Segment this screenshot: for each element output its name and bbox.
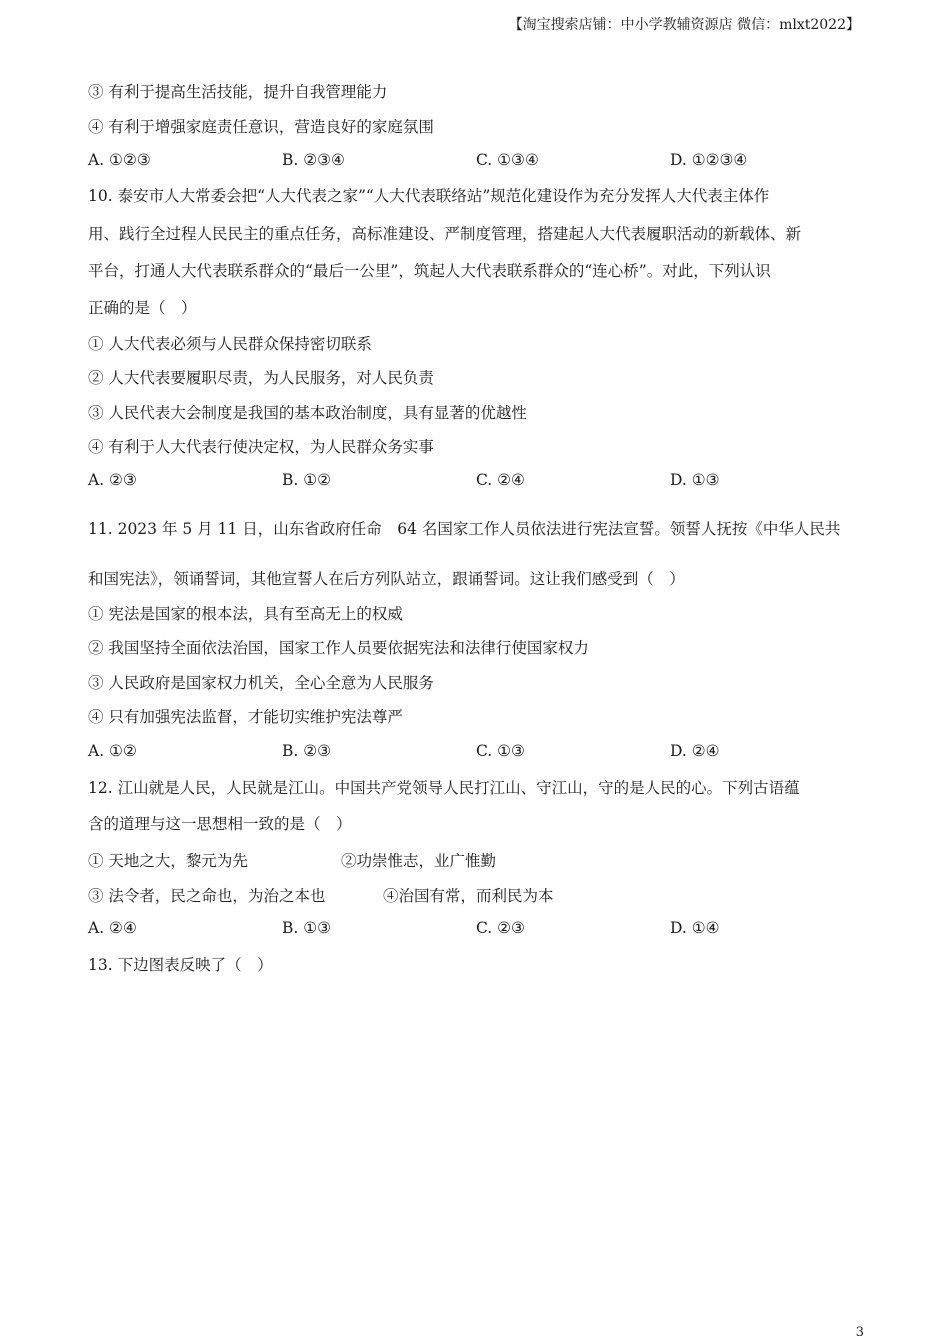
q12-item-4: ④治国有常，而利民为本 xyxy=(383,887,554,905)
q12-item-2: ②功崇惟志，业广惟勤 xyxy=(341,852,497,870)
q9-item-4: ④ 有利于增强家庭责任意识，营造良好的家庭氛围 xyxy=(88,118,434,136)
q10-stem-line-4: 正确的是（ ） xyxy=(88,299,197,317)
q10-option-b: B. ①② xyxy=(282,471,332,489)
q12-items-row-2 xyxy=(88,884,688,904)
q11-option-b: B. ②③ xyxy=(282,742,332,760)
q9-option-a: A. ①②③ xyxy=(88,151,151,169)
q9-options xyxy=(88,151,868,171)
q12-options xyxy=(88,919,868,939)
q11-option-d: D. ②④ xyxy=(670,742,720,760)
q11-options xyxy=(88,742,868,762)
q12-option-c: C. ②③ xyxy=(476,919,525,937)
q12-option-d: D. ①④ xyxy=(670,919,720,937)
page-header-ad: 【淘宝搜索店铺：中小学教辅资源店 微信：mlxt2022】 xyxy=(508,17,860,33)
q10-option-c: C. ②④ xyxy=(476,471,525,489)
q12-option-a: A. ②④ xyxy=(88,919,137,937)
q10-stem-line-2: 用、践行全过程人民民主的重点任务，高标准建设、严制度管理，搭建起人大代表履职活动的新载体、新 xyxy=(88,225,802,243)
q10-stem-line-1: 10. 泰安市人大常委会把“人大代表之家”“人大代表联络站”规范化建设作为充分发挥人大代表主体作 xyxy=(88,187,770,205)
q10-options xyxy=(88,471,868,491)
q10-option-a: A. ②③ xyxy=(88,471,137,489)
q10-item-3: ③ 人民代表大会制度是我国的基本政治制度，具有显著的优越性 xyxy=(88,404,527,422)
q11-item-3: ③ 人民政府是国家权力机关，全心全意为人民服务 xyxy=(88,674,434,692)
q13-stem: 13. 下边图表反映了（ ） xyxy=(88,956,273,974)
q11-stem-line-1: 11. 2023 年 5 月 11 日，山东省政府任命 64 名国家工作人员依法进行宪法宣誓。领誓人抚按《中华人民共 xyxy=(88,520,841,538)
q11-option-a: A. ①② xyxy=(88,742,137,760)
page-number: 3 xyxy=(855,1325,864,1340)
q12-stem-line-1: 12. 江山就是人民，人民就是江山。中国共产党领导人民打江山、守江山，守的是人民的心。下列古语蕴 xyxy=(88,779,800,797)
q9-item-3: ③ 有利于提高生活技能，提升自我管理能力 xyxy=(88,83,388,101)
q11-item-2: ② 我国坚持全面依法治国，国家工作人员要依据宪法和法律行使国家权力 xyxy=(88,639,589,657)
q9-option-c: C. ①③④ xyxy=(476,151,539,169)
q9-option-d: D. ①②③④ xyxy=(670,151,748,169)
q10-option-d: D. ①③ xyxy=(670,471,720,489)
q12-option-b: B. ①③ xyxy=(282,919,332,937)
q12-stem-line-2: 含的道理与这一思想相一致的是（ ） xyxy=(88,815,352,833)
q12-item-1: ① 天地之大，黎元为先 xyxy=(88,852,248,870)
q10-stem-line-3: 平台，打通人大代表联系群众的“最后一公里”，筑起人大代表联系群众的“连心桥”。对此，下列认识 xyxy=(88,262,771,280)
q10-item-2: ② 人大代表要履职尽责，为人民服务，对人民负责 xyxy=(88,369,434,387)
q11-item-4: ④ 只有加强宪法监督，才能切实维护宪法尊严 xyxy=(88,708,403,726)
q11-option-c: C. ①③ xyxy=(476,742,525,760)
q9-option-b: B. ②③④ xyxy=(282,151,345,169)
q11-item-1: ① 宪法是国家的根本法，具有至高无上的权威 xyxy=(88,605,403,623)
q10-item-4: ④ 有利于人大代表行使决定权，为人民群众务实事 xyxy=(88,438,434,456)
q11-stem-line-2: 和国宪法》，领诵誓词，其他宣誓人在后方列队站立，跟诵誓词。这让我们感受到（ ） xyxy=(88,570,685,588)
q12-items-row-1 xyxy=(88,849,688,869)
q12-item-3: ③ 法令者，民之命也，为治之本也 xyxy=(88,887,326,905)
q10-item-1: ① 人大代表必须与人民群众保持密切联系 xyxy=(88,335,372,353)
